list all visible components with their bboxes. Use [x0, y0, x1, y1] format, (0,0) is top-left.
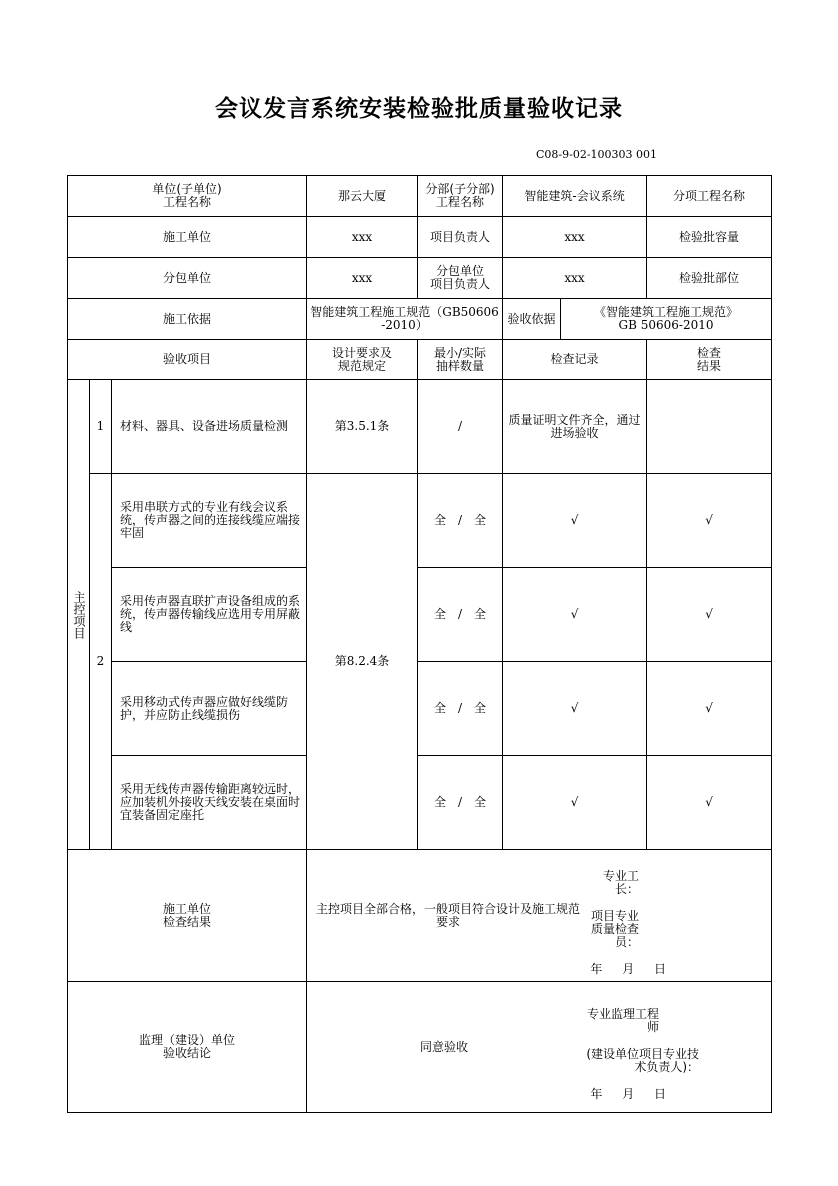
inspection-table: [67, 175, 772, 1113]
item-record: √: [503, 474, 647, 568]
item-description: 采用移动式传声器应做好线缆防护，并应防止线缆损伤: [112, 662, 307, 756]
supervision-label: 监理（建设）单位 验收结论: [68, 982, 307, 1113]
item-description: 采用串联方式的专业有线会议系统，传声器之间的连接线缆应端接牢固: [112, 474, 307, 568]
division-name-value: 智能建筑-会议系统: [503, 176, 647, 217]
item-clause: 第8.2.4条: [307, 474, 418, 850]
item-record: 质量证明文件齐全，通过进场验收: [503, 380, 647, 474]
construction-date: 年 月 日: [590, 961, 675, 976]
sub-pm-value: xxx: [503, 258, 647, 299]
construction-check-block: [307, 850, 772, 982]
item-number: 2: [90, 474, 112, 850]
item-result: √: [647, 662, 772, 756]
col-result-header: 检查 结果: [647, 340, 772, 380]
subitem-name-label: 分项工程名称: [647, 176, 772, 217]
item-sample: /: [418, 380, 503, 474]
table-row: [68, 568, 772, 662]
item-record: √: [503, 662, 647, 756]
item-sample: 全 / 全: [418, 474, 503, 568]
col-sample-header: 最小/实际 抽样数量: [418, 340, 503, 380]
location-label: 检验批部位: [647, 258, 772, 299]
acceptance-basis-value: 《智能建筑工程施工规范》 GB 50606-2010: [561, 299, 772, 340]
item-result: [647, 380, 772, 474]
contractor-label: 施工单位: [68, 217, 307, 258]
subcontractor-value: xxx: [307, 258, 418, 299]
item-description: 材料、器具、设备进场质量检测: [112, 380, 307, 474]
item-record: √: [503, 756, 647, 850]
table-row: [68, 474, 772, 568]
subcontractor-label: 分包单位: [68, 258, 307, 299]
document-code: C08-9-02-100303 001: [536, 148, 658, 161]
basis-label: 施工依据: [68, 299, 307, 340]
item-sample: 全 / 全: [418, 662, 503, 756]
table-row: [68, 662, 772, 756]
supervision-engineer-signature: 专业监理工程师: [587, 1006, 660, 1034]
page-title: 会议发言系统安装检验批质量验收记录: [215, 96, 623, 122]
basis-value: 智能建筑工程施工规范（GB50606-2010）: [307, 299, 503, 340]
item-sample: 全 / 全: [418, 568, 503, 662]
owner-technical-signature: (建设单位项目专业技术负责人)：: [586, 1046, 700, 1074]
item-number: 1: [90, 380, 112, 474]
project-manager-label: 项目负责人: [418, 217, 503, 258]
supervision-date: 年 月 日: [590, 1086, 675, 1101]
foreman-signature: 专业工长：: [603, 868, 640, 896]
item-record: √: [503, 568, 647, 662]
col-record-header: 检查记录: [503, 340, 647, 380]
supervision-conclusion: 同意验收: [420, 1039, 469, 1054]
item-description: 采用无线传声器传输距离较远时，应加装机外接收天线安装在桌面时宜装备固定座托: [112, 756, 307, 850]
capacity-label: 检验批容量: [647, 217, 772, 258]
item-result: √: [647, 474, 772, 568]
item-description: 采用传声器直联扩声设备组成的系统，传声器传输线应选用专用屏蔽线: [112, 568, 307, 662]
main-control-label: 主控项目: [68, 380, 90, 850]
contractor-value: xxx: [307, 217, 418, 258]
construction-check-label: 施工单位 检查结果: [68, 850, 307, 982]
construction-conclusion: 主控项目全部合格，一般项目符合设计及施工规范要求: [316, 901, 581, 929]
table-row: [68, 380, 772, 474]
unit-name-value: 那云大厦: [307, 176, 418, 217]
division-name-label: 分部(子分部) 工程名称: [418, 176, 503, 217]
col-design-header: 设计要求及 规范规定: [307, 340, 418, 380]
item-sample: 全 / 全: [418, 756, 503, 850]
col-item-header: 验收项目: [68, 340, 307, 380]
table-row: [68, 756, 772, 850]
acceptance-basis-label: 验收依据: [503, 299, 561, 340]
item-result: √: [647, 568, 772, 662]
item-result: √: [647, 756, 772, 850]
project-manager-value: xxx: [503, 217, 647, 258]
quality-inspector-signature: 项目专业质量检查员：: [591, 908, 640, 949]
item-clause: 第3.5.1条: [307, 380, 418, 474]
unit-name-label: 单位(子单位) 工程名称: [68, 176, 307, 217]
supervision-block: [307, 982, 772, 1113]
sub-pm-label: 分包单位 项目负责人: [418, 258, 503, 299]
